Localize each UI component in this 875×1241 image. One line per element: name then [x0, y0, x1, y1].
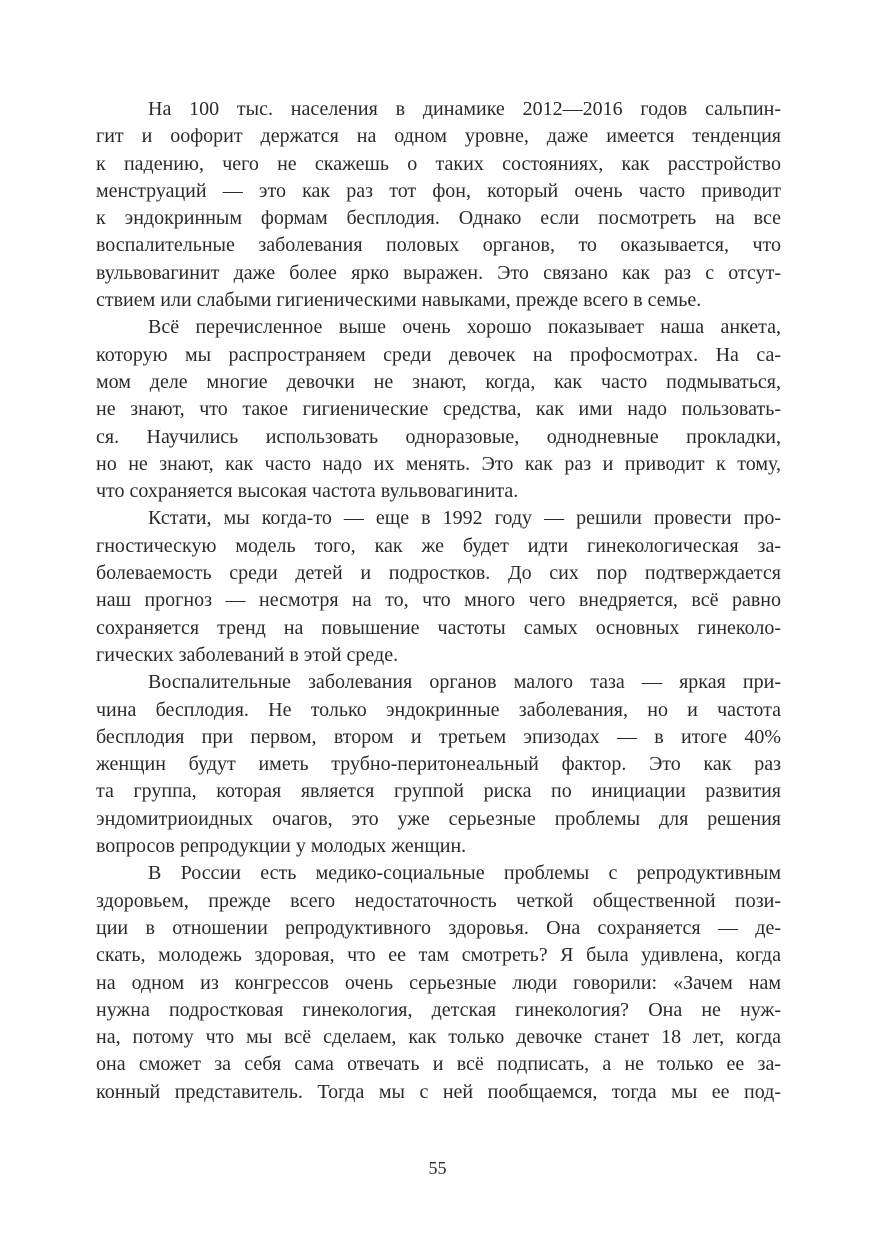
text-line: На 100 тыс. населения в динамике 2012—2016 годов сальпин- — [148, 98, 781, 120]
text-line: болеваемость среди детей и подростков. До сих пор подтверждается — [96, 562, 781, 585]
text-line: Всё перечисленное выше очень хорошо показывает наша анкета, — [148, 316, 781, 339]
text-line: на, потому что мы всё сделаем, как только девочке станет 18 лет, когда — [96, 1026, 781, 1049]
text-line: бесплодия при первом, втором и третьем эпизодах — в итоге 40% — [96, 725, 781, 748]
text-line: ции в отношении репродуктивного здоровья. Она сохраняется — де- — [96, 916, 781, 939]
text-line: менструаций — это как раз тот фон, который очень часто приводит — [96, 179, 781, 202]
text-line: на одном из конгрессов очень серьезные люди говорили: «Зачем нам — [96, 971, 781, 994]
text-line: та группа, которая является группой риска по инициации развития — [96, 780, 781, 803]
text-line: Воспалительные заболевания органов малого таза — яркая при- — [148, 671, 781, 694]
text-line: не знают, что такое гигиенические средства, как ими надо пользовать- — [96, 398, 781, 421]
text-line: наш прогноз — несмотря на то, что много чего внедряется, всё равно — [96, 589, 781, 612]
text-line: она сможет за себя сама отвечать и всё подписать, а не только ее за- — [96, 1053, 781, 1076]
text-line: к эндокринным формам бесплодия. Однако если посмотреть на все — [96, 207, 781, 230]
text-line: нужна подростковая гинекология, детская гинекология? Она не нуж- — [96, 998, 781, 1021]
text-line: чина бесплодия. Не только эндокринные заболевания, но и частота — [96, 698, 781, 721]
text-line: гит и оофорит держатся на одном уровне, даже имеется тенденция — [96, 125, 781, 148]
text-line: мом деле многие девочки не знают, когда, как часто подмываться, — [96, 370, 781, 393]
text-line: воспалительные заболевания половых органов, то оказывается, что — [96, 234, 781, 257]
text-line: эндомитриоидных очагов, это уже серьезные проблемы для решения — [96, 807, 781, 830]
paragraph — [96, 314, 781, 505]
text-line: В России есть медико-социальные проблемы с репродуктивным — [148, 862, 781, 885]
text-line: что сохраняется высокая частота вульвовагинита. — [96, 480, 519, 503]
page-number: 55 — [428, 1158, 447, 1178]
text-line: здоровьем, прежде всего недостаточность четкой общественной пози- — [96, 889, 781, 912]
text-line: ствием или слабыми гигиеническими навыками, прежде всего в семье. — [96, 289, 702, 312]
paragraph — [96, 505, 781, 669]
text-line: гических заболеваний в этой среде. — [96, 643, 399, 666]
paragraph — [96, 860, 781, 1106]
text-line: вульвовагинит даже более ярко выражен. Это связано как раз с отсут- — [96, 261, 781, 284]
text-line: конный представитель. Тогда мы с ней пообщаемся, тогда мы ее под- — [96, 1080, 781, 1103]
text-line: сохраняется тренд на повышение частоты самых основных гинеколо- — [96, 616, 781, 639]
text-line: Кстати, мы когда-то — еще в 1992 году — решили провести про- — [148, 507, 781, 530]
text-line: ся. Научились использовать одноразовые, однодневные прокладки, — [96, 425, 781, 448]
text-line: но не знают, как часто надо их менять. Это как раз и приводит к тому, — [96, 452, 781, 475]
paragraph — [96, 96, 781, 314]
text-line: гностическую модель того, как же будет идти гинекологическая за- — [96, 534, 781, 557]
paragraph — [96, 669, 781, 860]
page-body — [96, 96, 781, 1106]
text-line: женщин будут иметь трубно-перитонеальный фактор. Это как раз — [96, 753, 781, 776]
text-line: скать, молодежь здоровая, что ее там смотреть? Я была удивлена, когда — [96, 944, 781, 967]
text-line: к падению, чего не скажешь о таких состояниях, как расстройство — [96, 152, 781, 175]
text-line: которую мы распространяем среди девочек на профосмотрах. На са- — [96, 343, 781, 366]
text-line: вопросов репродукции у молодых женщин. — [96, 835, 467, 858]
